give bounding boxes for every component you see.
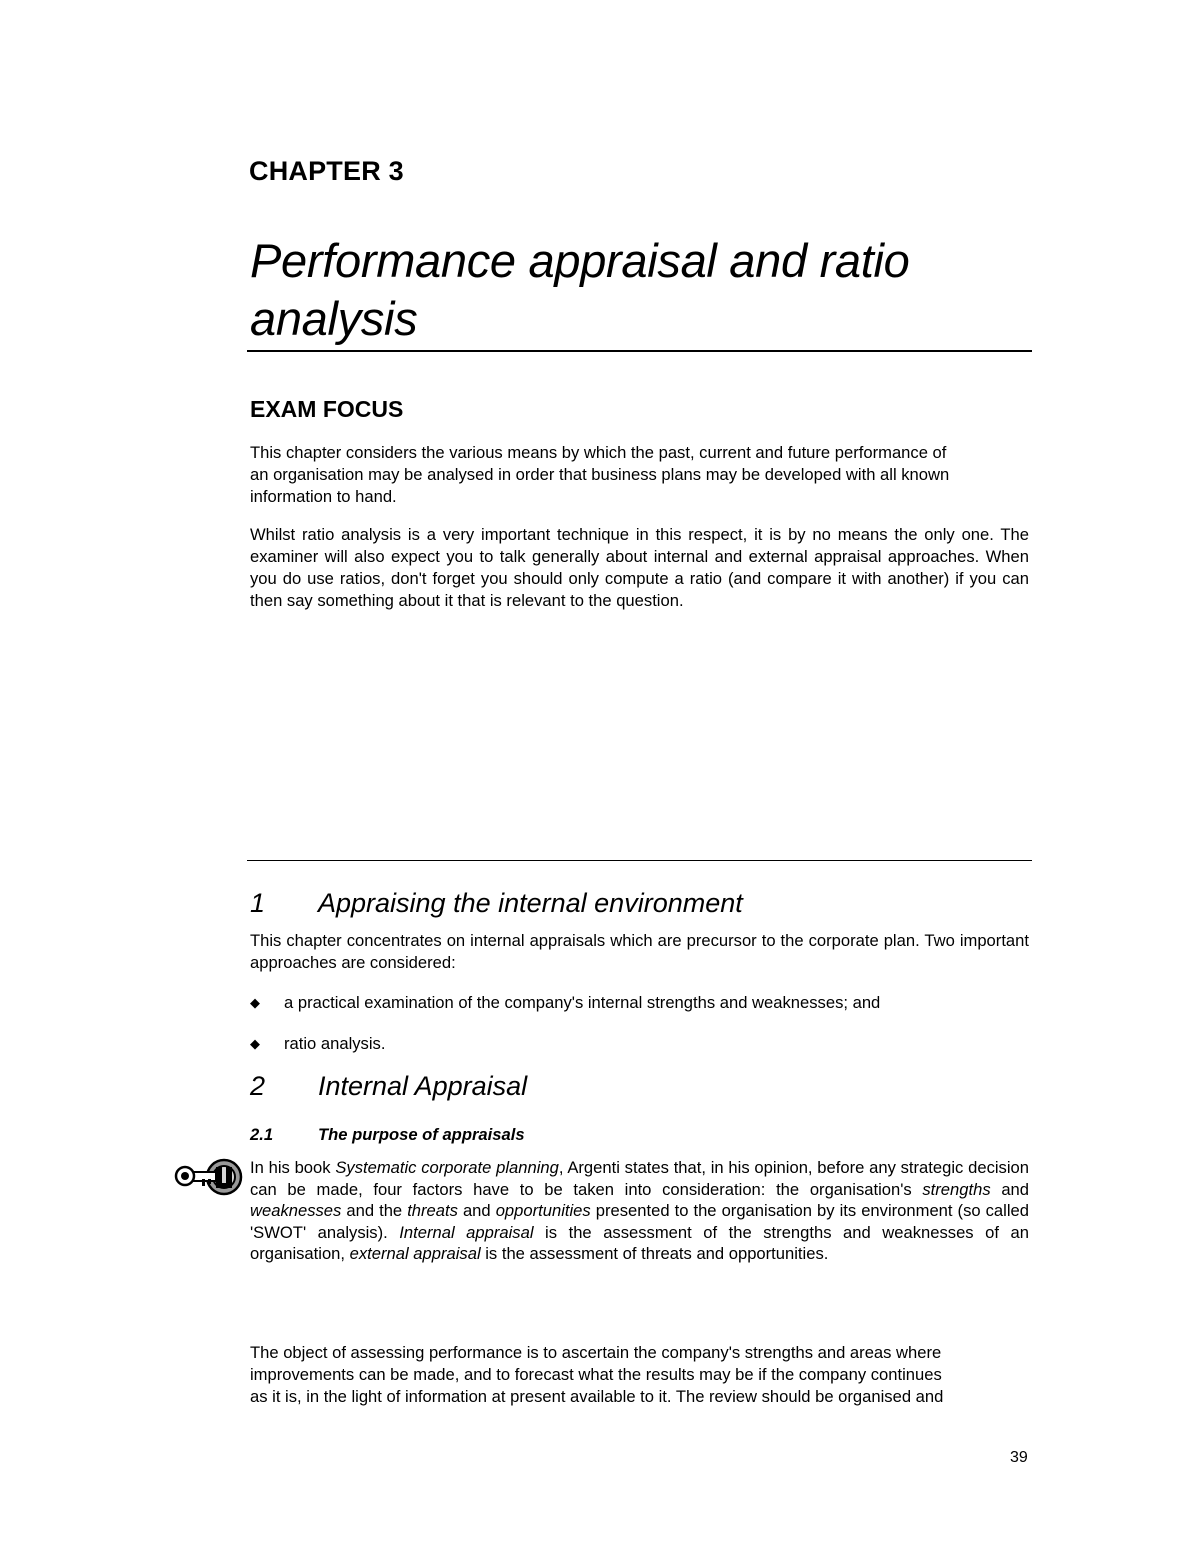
list-item-text: ratio analysis.: [284, 1034, 386, 1053]
title-underline-rule: [247, 350, 1032, 352]
emphasis-opportunities: opportunities: [495, 1201, 591, 1220]
text-line: information to hand.: [250, 487, 397, 506]
exam-focus-paragraph-2: Whilst ratio analysis is a very important technique in this respect, it is by no means the only one. The examiner will also expect you to talk generally about internal and external appraisal approaches. When you do use ratios, don't forget you should only compute a ratio (and compare it with another) if you can then say something about it that is relevant to the question.: [250, 525, 1029, 610]
subsection-2-1-title: The purpose of appraisals: [318, 1125, 525, 1144]
chapter-title-line-2: analysis: [250, 292, 418, 345]
exam-focus-paragraph-1: [250, 442, 1029, 508]
section-2-number: 2: [250, 1071, 266, 1101]
list-item: [250, 992, 880, 1013]
section-1-heading: [250, 888, 743, 919]
list-item: [250, 1033, 385, 1054]
section-1-number: 1: [250, 888, 266, 918]
emphasis-weaknesses: weaknesses: [250, 1201, 342, 1220]
emphasis-internal-appraisal: Internal appraisal: [399, 1222, 534, 1242]
book-title: Systematic corporate planning: [335, 1158, 559, 1177]
text-run: and: [457, 1201, 496, 1220]
chapter-label: CHAPTER 3: [249, 156, 404, 186]
text-run: In his book: [250, 1158, 336, 1177]
emphasis-threats: threats: [407, 1201, 458, 1220]
text-line: improvements can be made, and to forecast what the results may be if the company continues: [250, 1365, 942, 1384]
emphasis-strengths: strengths: [922, 1179, 991, 1199]
text-line: The object of assessing performance is to ascertain the company's strengths and areas where: [250, 1343, 942, 1362]
diamond-bullet-icon: ◆: [250, 1036, 260, 1051]
text-run: , Argenti states that, in his opinion, before any strategic decision can be made, four factors have to be taken into consideration: the organisation's: [250, 1158, 1029, 1199]
section-2-heading: [250, 1071, 527, 1102]
text-run: and the: [341, 1201, 408, 1220]
emphasis-external-appraisal: external appraisal: [349, 1244, 481, 1263]
text-line: an organisation may be analysed in order that business plans may be developed with all known: [250, 465, 950, 484]
exam-focus-heading: EXAM FOCUS: [250, 396, 404, 422]
subsection-2-1-heading: [250, 1125, 525, 1145]
diamond-bullet-icon: ◆: [250, 995, 260, 1010]
section-1-intro: This chapter concentrates on internal appraisals which are precursor to the corporate plan. Two important approaches are considered:: [250, 931, 1029, 972]
section-2-paragraph-1: [250, 1157, 1029, 1265]
section-divider-rule: [247, 860, 1032, 861]
text-run: and: [990, 1179, 1030, 1199]
chapter-title: [250, 232, 1040, 348]
section-2-title: Internal Appraisal: [318, 1071, 528, 1101]
section-2-paragraph-2: [250, 1342, 1029, 1408]
text-run: is the assessment of the strengths and weaknesses of an organisation,: [250, 1222, 1029, 1263]
key-icon: [172, 1153, 244, 1201]
text-line: This chapter considers the various means by which the past, current and future performance of: [250, 443, 947, 462]
text-run: presented to the organisation by its environment (so called 'SWOT' analysis).: [250, 1201, 1029, 1242]
section-1-title: Appraising the internal environment: [318, 888, 743, 918]
page-number: 39: [1010, 1449, 1028, 1466]
text-run: is the assessment of threats and opportunities.: [480, 1244, 829, 1263]
chapter-title-line-1: Performance appraisal and ratio: [250, 234, 910, 287]
subsection-2-1-number: 2.1: [250, 1125, 274, 1144]
text-line: as it is, in the light of information at present available to it. The review should be organised and: [250, 1387, 944, 1406]
list-item-text: a practical examination of the company's internal strengths and weaknesses; and: [284, 993, 881, 1012]
